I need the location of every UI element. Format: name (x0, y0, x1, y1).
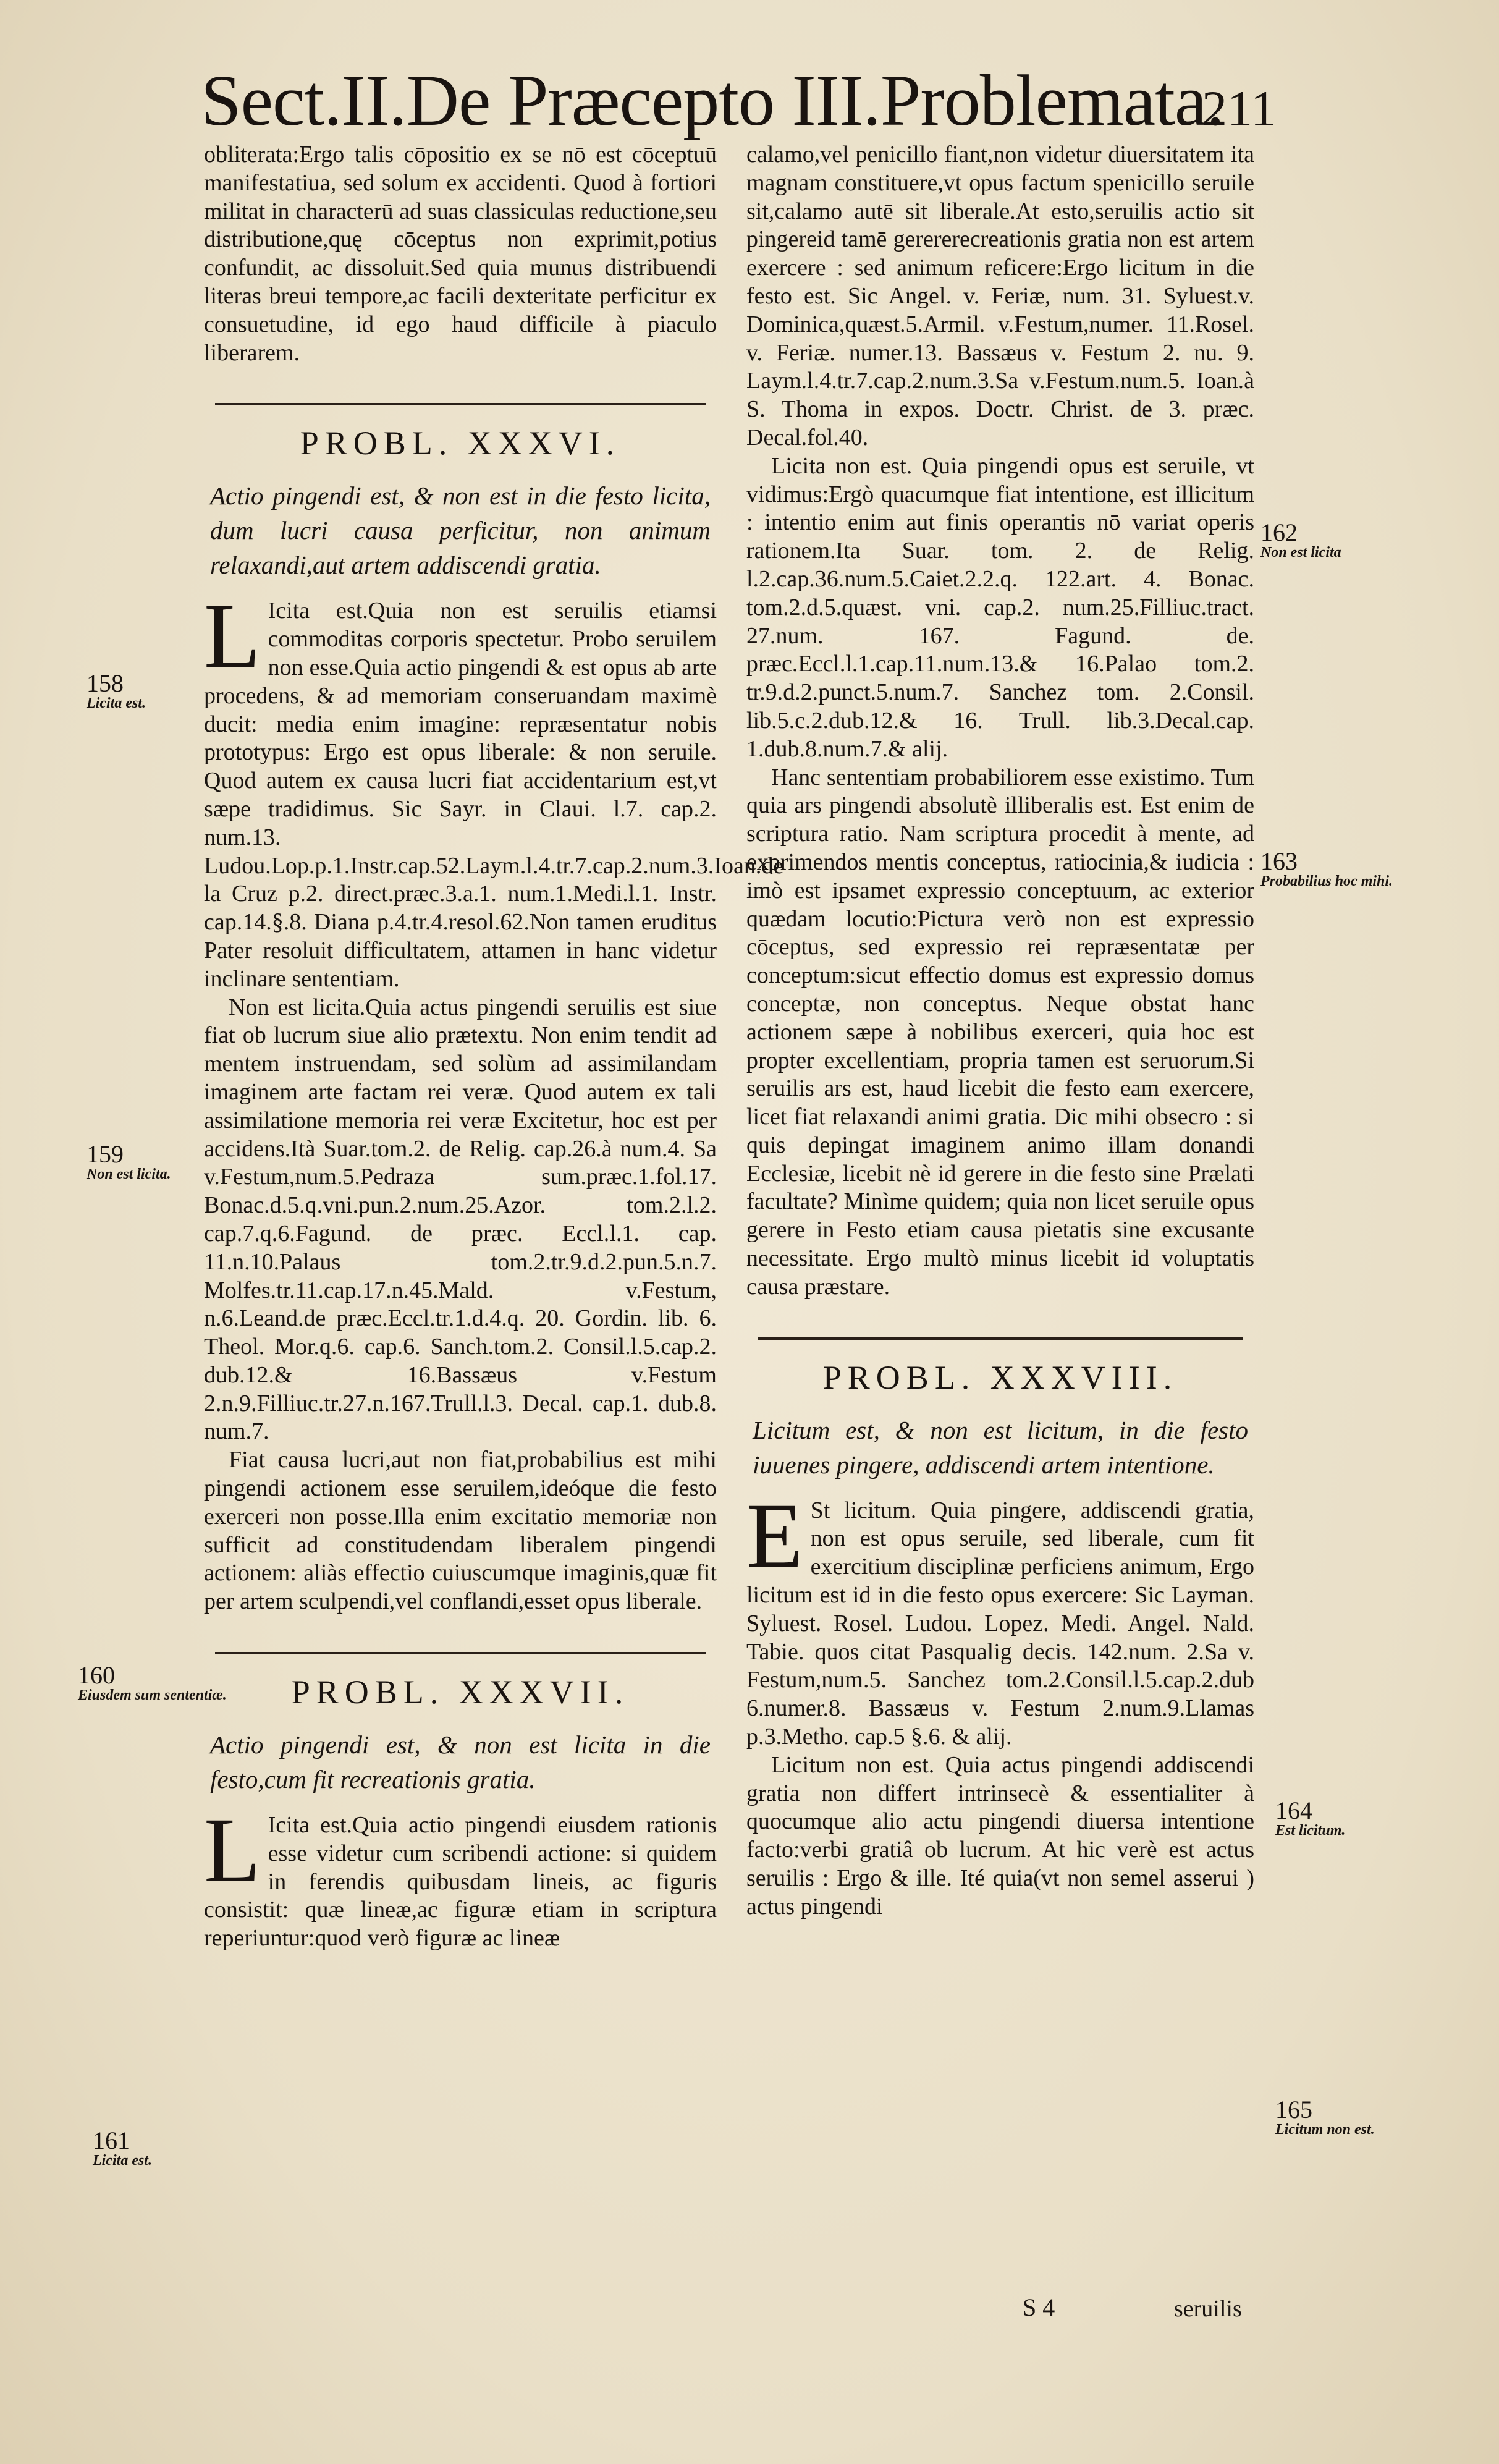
problem-summary: Actio pingendi est, & non est licita in die festo,cum fit recreationis gratia. (210, 1730, 711, 1794)
section-rule (215, 403, 706, 405)
paragraph-text: Icita est.Quia non est seruilis etiamsi commoditas corporis spectetur. Probo seruilem non esse.Quia actio pingendi & est opus ab arte procedens, & ad memoriam conseruandam maximè ducit: media enim imagine: repræsentatur nobis prototypus: Ergo est opus liberale: & non seruile. Quod autem ex causa lucri fiat accidentarium est,vt sæpe tradidimus. Sic Sayr. in Claui. l.7. cap.2. num.13. Ludou.Lop.p.1.Instr.cap.52.Laym.l.4.tr.7.cap.2.num.3.Ioan.de la Cruz p.2. direct.præc.3.a.1. num.1.Medi.l.1. Instr. cap.14.§.8. Diana p.4.tr.4.resol.62.Non tamen eruditus Pater resoluit difficultatem, attamen in hanc videtur inclinare sententiam. (204, 598, 784, 992)
margin-number: 164 (1275, 1797, 1312, 1824)
margin-number: 163 (1260, 847, 1298, 875)
margin-label: Est licitum. (1275, 1823, 1346, 1839)
margin-note (1260, 519, 1341, 562)
drop-cap: E (746, 1484, 803, 1587)
margin-note (93, 2127, 152, 2170)
paragraph (204, 1799, 717, 1953)
problem-heading: PROBL. XXXVIII. (822, 1358, 1178, 1396)
margin-note (1275, 2096, 1375, 2140)
margin-label: Non est licita (1260, 544, 1341, 561)
catchword: seruilis (1174, 2296, 1242, 2322)
paragraph: obliterata:Ergo talis cōpositio ex se nō est cōceptuū manifestatiua, sed solum ex accidenti. Quod à fortiori militat in characterū ad suas classiculas reductione,seu distributione,quę cōceptus non exprimit,potius confundit, ac dissoluit.Sed quia munus distribuendi literas breui tempore,ac facili dexteritate perficitur ex consuetudine, id ego haud difficile à piaculo liberarem. (204, 142, 717, 366)
margin-note (78, 1661, 227, 1705)
problem-heading: PROBL. XXXVII. (291, 1674, 630, 1711)
margin-number: 159 (87, 1140, 124, 1168)
running-header (201, 59, 1276, 139)
margin-number: 160 (78, 1661, 115, 1689)
margin-label: Non est licita. (87, 1166, 171, 1182)
margin-note (1260, 847, 1393, 891)
paragraph: Hanc sententiam probabiliorem esse existimo. Tum quia ars pingendi absolutè illiberalis est. Est enim de scriptura ratio. Nam scriptura procedit à mente, ad exprimendos mentis conceptus, ratiocinia,& iudicia : imò est ipsamet expressio conceptuum, ac exterior quædam locutio:Pictura verò non est expressio cōceptus, sed expressio rei repræsentatæ per conceptum:sicut effectio domus est expressio domus conceptæ, non conceptus. Neque obstat hanc actionem sæpe à nobilibus exerceri, quia hoc est propter excellentiam, propria tamen est seruorum.Si seruilis ars est, haud licebit die festo eam exercere, licet fiat relaxandi animi gratia. Dic mihi obsecro : si quis depingat imaginem animo illam donandi Ecclesiæ, licebit nè id gerere in die festo sine Prælati facultate? Minìme quidem; quia non licet seruile opus gerere in Festo etiam causa pietatis sine excusante necessitate. Ergo multò minus licebit id voluptatis causa præstare. (746, 764, 1254, 1300)
page-number: 211 (1202, 80, 1276, 137)
margin-number: 162 (1260, 519, 1298, 546)
problem-heading: PROBL. XXXVI. (300, 425, 621, 462)
margin-note (87, 669, 146, 713)
left-column (204, 141, 784, 1953)
margin-label: Probabilius hoc mihi. (1260, 873, 1393, 889)
margin-number: 161 (93, 2127, 130, 2154)
paragraph: Non est licita.Quia actus pingendi seruilis est siue fiat ob lucrum siue alio prætextu. Non enim tendit ad mentem instruendam, sed solùm ad assimilandam imaginem arte factam rei veræ. Quod autem ex tali assimilatione memoria rei veræ Excitetur, hoc est per accidens.Ità Suar.tom.2. de Relig. cap.26.à num.4. Sa v.Festum,num.5.Pedraza sum.præc.1.fol.17. Bonac.d.5.q.vni.pun.2.num.25.Azor. tom.2.l.2. cap.7.q.6.Fagund. de præc. Eccl.l.1. cap. 11.n.10.Palaus tom.2.tr.9.d.2.pun.5.n.7. Molfes.tr.11.cap.17.n.45.Mald. v.Festum, n.6.Leand.de præc.Eccl.tr.1.d.4.q. 20. Gordin. lib. 6. Theol. Mor.q.6. cap.6. Sanch.tom.2. Consil.l.5.cap.2. dub.12.& 16.Bassæus v.Festum 2.n.9.Filliuc.tr.27.n.167.Trull.l.3. Decal. cap.1. dub.8. num.7. (204, 994, 717, 1445)
margin-number: 165 (1275, 2096, 1312, 2123)
drop-cap: L (204, 585, 261, 688)
margin-note (1275, 1797, 1346, 1840)
problem-summary: Licitum est, & non est licitum, in die festo iuuenes pingere, addiscendi artem intentione. (753, 1415, 1248, 1479)
paragraph: Fiat causa lucri,aut non fiat,probabilius est mihi pingendi actionem esse seruilem,ideóque die festo exerceri non posse.Illa enim excitatio memoriæ non sufficit ad constitudendam liberalem pingendi actionem: aliàs effectio cuiuscumque imaginis,quæ fit per artem sculpendi,vel conflandi,esset opus liberale. (204, 1447, 717, 1615)
margin-label: Eiusdem sum sententiæ. (78, 1687, 227, 1703)
section-rule (758, 1337, 1243, 1340)
paragraph-text: Icita est.Quia actio pingendi eiusdem rationis esse videtur cum scribendi actione: si quidem in ferendis quibusdam lineis, ac figuris consistit: quæ lineæ,ac figuræ etiam in scriptura reperiuntur:quod verò figuræ ac lineæ (204, 1812, 717, 1952)
paragraph: Licitum non est. Quia actus pingendi addiscendi gratia non differt intrinsecè & essentialiter à quocumque alio actu pingendi diuersa intentione facto:verbi gratiâ ob lucrum. At hic verè est actus seruilis : Ergo & ille. Ité quia(vt non semel asserui ) actus pingendi (746, 1751, 1254, 1920)
problem-summary: Actio pingendi est, & non est in die festo licita, dum lucri causa perficitur, non animum relaxandi,aut artem addiscendi gratia. (210, 481, 711, 580)
section-rule (215, 1652, 706, 1654)
paragraph (746, 1484, 1254, 1751)
margin-label: Licitum non est. (1275, 2122, 1375, 2138)
margin-label: Licita est. (87, 695, 146, 711)
paragraph-text: St licitum. Quia pingere, addiscendi gratia, non est opus seruile, sed liberale, cum fit exercitium disciplinæ perficiens animum, Ergo licitum est id in die festo opus exercere: Sic Layman. Syluest. Rosel. Ludou. Lopez. Medi. Angel. Nald. Tabie. quos citat Pasqualig decis. 142.num. 2.Sa v. Festum,num.5. Sanchez tom.2.Consil.l.5.cap.2.dub 6.numer.8. Bassæus v. Festum 2.num.9.Llamas p.3.Metho. cap.5 §.6. & alij. (746, 1497, 1254, 1750)
drop-cap: L (204, 1799, 261, 1902)
paragraph: calamo,vel penicillo fiant,non videtur diuersitatem ita magnam constituere,vt opus factum spenicillo seruile sit,calamo autē sit liberale.At esto,seruilis actio sit pingereid tamē gerererecreationis gratia non est artem exercere : sed animum reficere:Ergo licitum in die festo est. Sic Angel. v. Feriæ, num. 31. Syluest.v. Dominica,quæst.5.Armil. v.Festum,numer. 11.Rosel. v. Feriæ. numer.13. Bassæus v. Festum 2. nu. 9. Laym.l.4.tr.7.cap.2.num.3.Sa v.Festum.num.5. Ioan.à S. Thoma in expos. Doctr. Christ. de 3. præc. Decal.fol.40. (746, 142, 1254, 451)
running-title: Sect.II.De Præcepto III.Problemata. (201, 60, 1224, 141)
paragraph: Licita non est. Quia pingendi opus est seruile, vt vidimus:Ergò quacumque fiat intentione, est illicitum : intentio enim aut finis operantis nō variat operis rationem.Ita Suar. tom. 2. de Relig. l.2.cap.36.num.5.Caiet.2.2.q. 122.art. 4. Bonac. tom.2.d.5.quæst. vni. cap.2. num.25.Filliuc.tract. 27.num. 167. Fagund. de. præc.Eccl.l.1.cap.11.num.13.& 16.Palao tom.2. tr.9.d.2.punct.5.num.7. Sanchez tom. 2.Consil. lib.5.c.2.dub.12.& 16. Trull. lib.3.Decal.cap. 1.dub.8.num.7.& alij. (746, 452, 1254, 762)
paragraph (204, 585, 784, 993)
signature-mark: S 4 (1023, 2293, 1055, 2321)
margin-note (87, 1140, 171, 1184)
margin-number: 158 (87, 669, 124, 697)
margin-label: Licita est. (93, 2153, 152, 2169)
right-column (746, 141, 1254, 1921)
